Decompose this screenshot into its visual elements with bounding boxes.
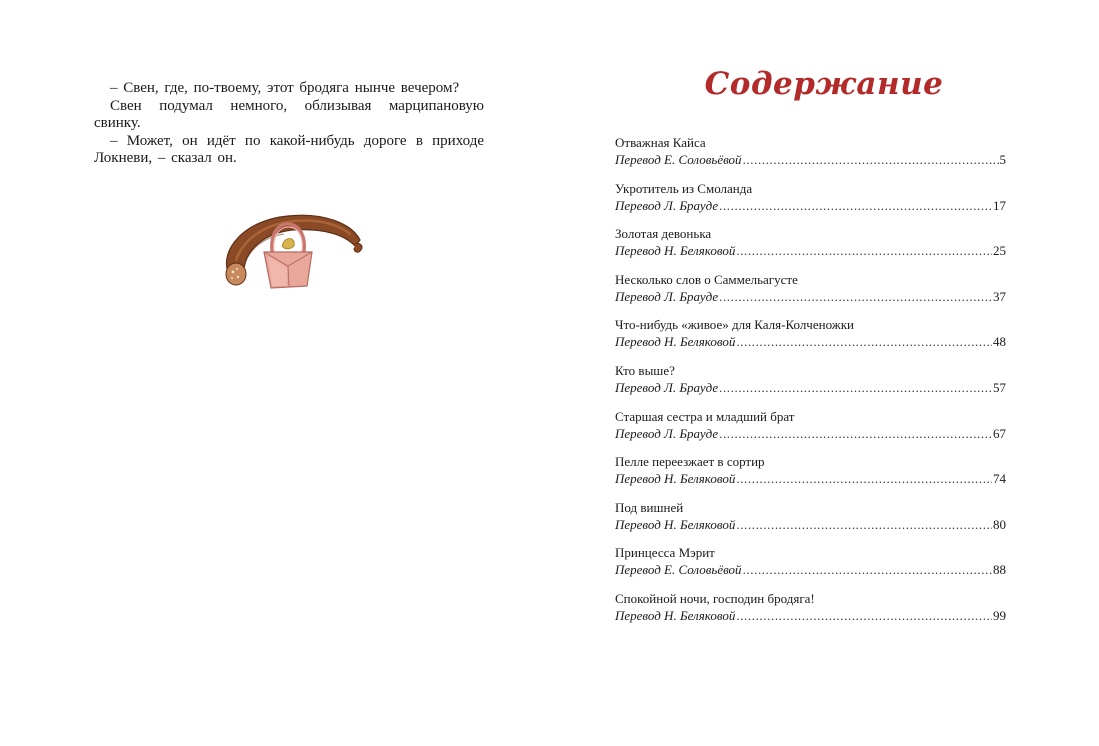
paragraph: – Свен, где, по-твоему, этот бродяга нынче вечером?	[110, 80, 460, 96]
toc-leader-dots	[719, 379, 992, 396]
story-text	[94, 80, 484, 168]
right-page	[549, 0, 1099, 746]
toc-entry	[615, 134, 1006, 180]
toc-page-number: 80	[993, 516, 1006, 532]
toc-row	[615, 242, 1006, 259]
toc-story-title: Несколько слов о Саммельагусте	[615, 271, 798, 287]
toc-story-title: Золотая девонька	[615, 226, 712, 242]
toc-leader-dots	[736, 333, 992, 350]
toc-page-number: 48	[993, 334, 1006, 350]
toc-translator: Перевод Н. Беляковой	[615, 607, 736, 623]
toc-leader-dots	[743, 561, 992, 578]
toc-row	[615, 607, 1006, 624]
toc-page-number: 25	[993, 243, 1006, 259]
toc-page-number: 67	[993, 425, 1006, 441]
toc-leader-dots	[736, 607, 992, 624]
toc-leader-dots	[736, 516, 992, 533]
toc-translator: Перевод Н. Беляковой	[615, 243, 736, 259]
toc-story-title: Пелле переезжает в сортир	[615, 454, 765, 470]
toc-entry	[615, 225, 1006, 271]
toc-story-title: Кто выше?	[615, 362, 675, 378]
paragraph: Свен подумал немного, облизывая марципановую свинку.	[94, 97, 484, 132]
toc-entry	[615, 271, 1006, 317]
toc-entry	[615, 453, 1006, 499]
table-of-contents	[615, 134, 1006, 636]
toc-entry	[615, 362, 1006, 408]
toc-page-number: 88	[993, 562, 1006, 578]
toc-translator: Перевод Л. Брауде	[615, 197, 719, 213]
toc-row	[615, 288, 1006, 305]
toc-leader-dots	[719, 288, 992, 305]
toc-row	[615, 425, 1006, 442]
toc-story-title: Под вишней	[615, 499, 684, 515]
toc-entry	[615, 499, 1006, 545]
toc-leader-dots	[743, 151, 999, 168]
toc-story-title: Отважная Кайса	[615, 135, 706, 150]
toc-story-title: Старшая сестра и младший брат	[615, 408, 795, 424]
toc-page-number: 17	[993, 197, 1006, 213]
toc-row	[615, 197, 1006, 214]
toc-story-title: Спокойной ночи, господин бродяга!	[615, 590, 815, 606]
toc-entry	[615, 544, 1006, 590]
toc-page-number: 57	[993, 379, 1006, 395]
toc-page-number: 74	[993, 471, 1006, 487]
toc-story-title: Что-нибудь «живое» для Каля-Колченожки	[615, 317, 855, 333]
toc-translator: Перевод Л. Брауде	[615, 425, 719, 441]
toc-translator: Перевод Е. Соловьёвой	[615, 152, 742, 167]
toc-story-title: Укротитель из Смоланда	[615, 180, 753, 196]
toc-row	[615, 470, 1006, 487]
toc-row	[615, 333, 1006, 350]
left-page	[0, 0, 549, 746]
toc-page-number: 5	[999, 152, 1006, 167]
toc-entry	[615, 180, 1006, 226]
toc-translator: Перевод Н. Беляковой	[615, 471, 736, 487]
toc-translator: Перевод Л. Брауде	[615, 288, 719, 304]
toc-leader-dots	[719, 425, 992, 442]
toc-story-title: Принцесса Мэрит	[615, 545, 715, 561]
toc-translator: Перевод Н. Беляковой	[615, 516, 736, 532]
toc-entry	[615, 316, 1006, 362]
toc-entry	[615, 408, 1006, 454]
contents-title: Содержание	[704, 66, 944, 102]
toc-row	[615, 561, 1006, 578]
toc-page-number: 99	[993, 607, 1006, 623]
toc-row	[615, 379, 1006, 396]
toc-leader-dots	[736, 470, 992, 487]
toc-translator: Перевод Л. Брауде	[615, 379, 719, 395]
toc-translator: Перевод Н. Беляковой	[615, 334, 736, 350]
toc-entry	[615, 590, 1006, 636]
toc-page-number: 37	[993, 288, 1006, 304]
toc-leader-dots	[736, 242, 992, 259]
paragraph: – Может, он идёт по какой-нибудь дороге в приходе Локневи, – сказал он.	[94, 132, 484, 167]
toc-row	[615, 151, 1006, 168]
sausage-and-basket-illustration	[214, 206, 374, 298]
toc-leader-dots	[719, 197, 992, 214]
toc-translator: Перевод Е. Соловьёвой	[615, 562, 742, 578]
toc-row	[615, 516, 1006, 533]
